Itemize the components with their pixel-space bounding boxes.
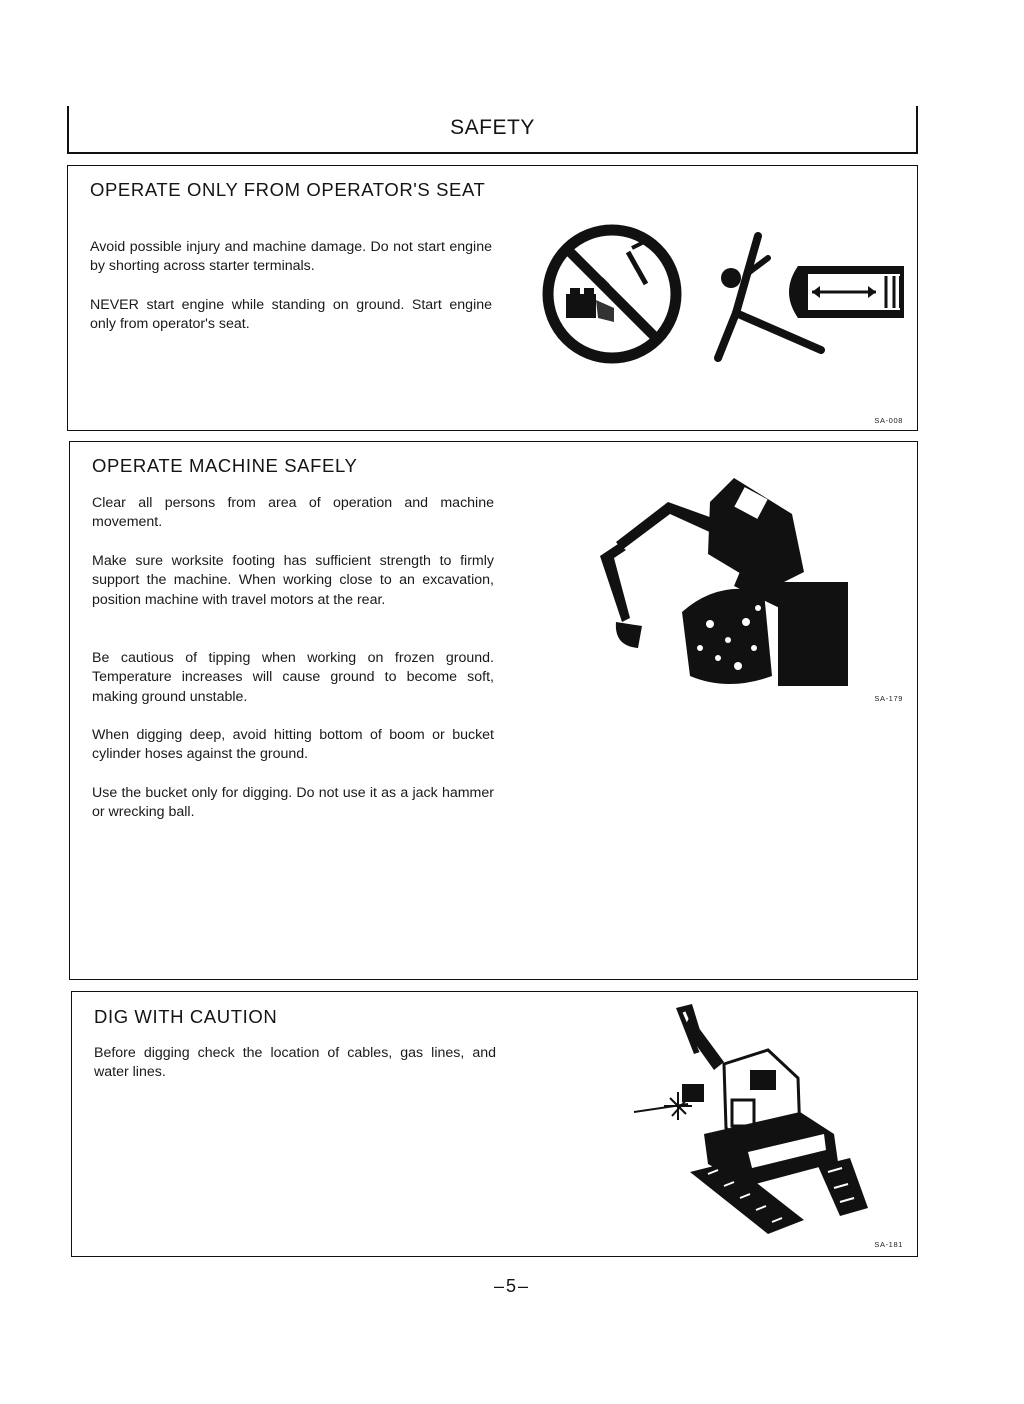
- figure-code: SA-181: [874, 1240, 903, 1249]
- section-paragraph: NEVER start engine while standing on ground. Start engine only from operator's seat.: [90, 297, 492, 333]
- section-paragraph: Before digging check the location of cables, gas lines, and water lines.: [94, 1045, 496, 1081]
- section-paragraph: When digging deep, avoid hitting bottom of boom or bucket cylinder hoses against the ground.: [92, 727, 494, 763]
- figure-code: SA-008: [874, 416, 903, 425]
- no-shorting-terminals-and-operator-run-over-icon: [536, 218, 908, 370]
- section-title: OPERATE ONLY FROM OPERATOR'S SEAT: [90, 179, 486, 200]
- section-paragraph: Avoid possible injury and machine damage. Do not start engine by shorting across starter terminals.: [90, 239, 492, 275]
- section-title: OPERATE MACHINE SAFELY: [92, 455, 358, 476]
- page-header: [67, 106, 918, 154]
- section-paragraph: Use the bucket only for digging. Do not use it as a jack hammer or wrecking ball.: [92, 785, 494, 821]
- excavator-hitting-cable-icon: [628, 1002, 874, 1238]
- section-operate-from-seat: [67, 165, 918, 431]
- figure-code: SA-179: [874, 694, 903, 703]
- section-operate-safely: [69, 441, 918, 980]
- page-title: SAFETY: [450, 116, 535, 139]
- section-dig-with-caution: [71, 991, 918, 1257]
- excavator-tipping-icon: [578, 462, 854, 692]
- section-paragraph: Clear all persons from area of operation and machine movement.: [92, 495, 494, 531]
- page-number: –5–: [493, 1276, 531, 1296]
- section-title: DIG WITH CAUTION: [94, 1006, 278, 1027]
- section-paragraph: Be cautious of tipping when working on frozen ground. Temperature increases will cause ground to become soft, making ground unstable.: [92, 650, 494, 705]
- section-paragraph: Make sure worksite footing has sufficient strength to firmly support the machine. When working close to an excavation, position machine with travel motors at the rear.: [92, 553, 494, 608]
